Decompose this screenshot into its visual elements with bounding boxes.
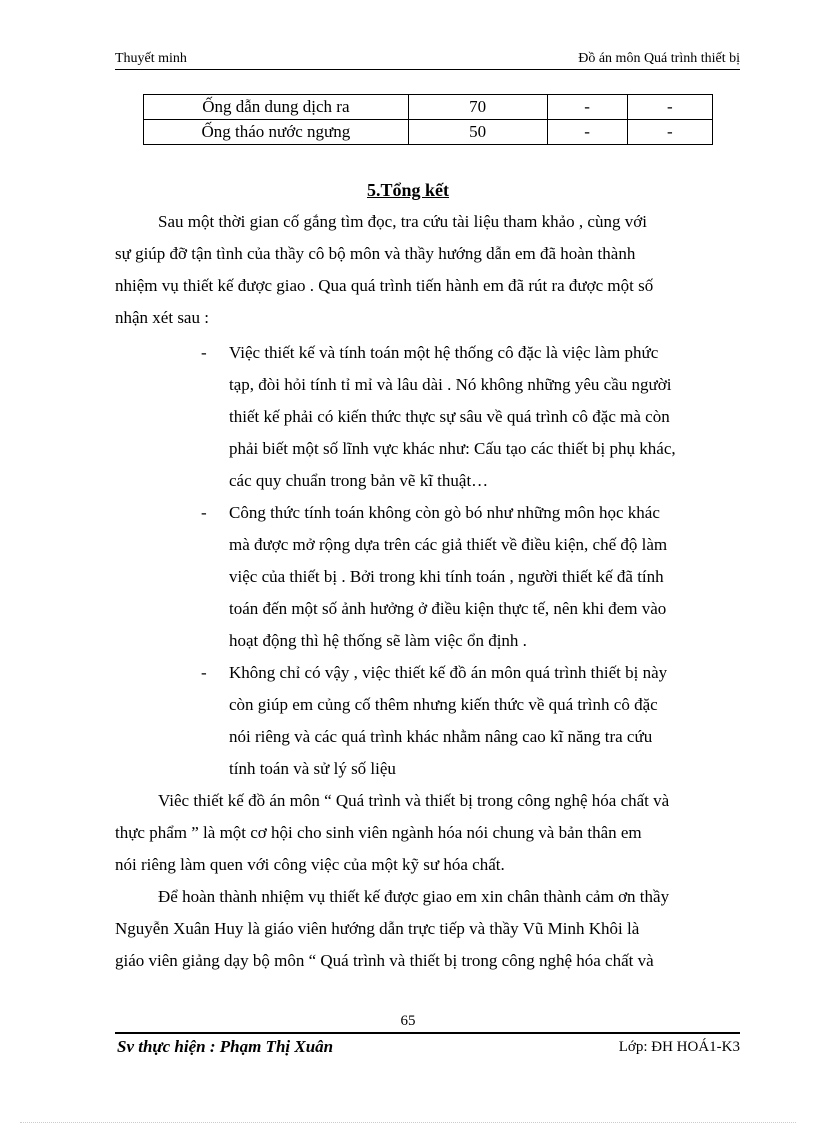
table-row (144, 95, 713, 120)
page-header (115, 49, 740, 70)
pipe-table (143, 94, 713, 145)
bullet-line: tạp, đòi hỏi tính tỉ mỉ và lâu dài . Nó không những yêu cầu người (229, 375, 672, 394)
bullet-line: thiết kế phải có kiến thức thực sự sâu về quá trình cô đặc mà còn (229, 407, 670, 426)
bullet-dash: - (201, 343, 207, 362)
bullet-line: nói riêng và các quá trình khác nhằm nâng cao kĩ năng tra cứu (229, 727, 653, 746)
bullet-line: Công thức tính toán không còn gò bó như những môn học khác (229, 503, 660, 522)
table-cell: Ống dẫn dung dịch ra (144, 95, 409, 120)
paragraph-line: Viêc thiết kế đồ án môn “ Quá trình và thiết bị trong công nghệ hóa chất và (158, 791, 670, 810)
bullet-dash: - (201, 503, 207, 522)
bullet-line: còn giúp em củng cố thêm nhưng kiến thức về quá trình cô đặc (229, 695, 658, 714)
header-left: Thuyết minh (115, 51, 187, 66)
header-right: Đồ án môn Quá trình thiết bị (578, 51, 740, 66)
paragraph-line: Để hoàn thành nhiệm vụ thiết kế được giao em xin chân thành cảm ơn thầy (158, 887, 670, 906)
paragraph-line: nói riêng làm quen với công việc của một kỹ sư hóa chất. (115, 855, 505, 874)
footer-author: Sv thực hiện : Phạm Thị Xuân (117, 1037, 334, 1056)
footer-class: Lớp: ĐH HOÁ1-K3 (618, 1039, 740, 1055)
bullet-line: Việc thiết kế và tính toán một hệ thống cô đặc là việc làm phức (229, 343, 659, 362)
intro-line: nhận xét sau : (115, 308, 209, 327)
paragraph-line: thực phẩm ” là một cơ hội cho sinh viên ngành hóa nói chung và bản thân em (115, 823, 642, 842)
bullet-line: mà được mở rộng dựa trên các giả thiết về điều kiện, chế độ làm (229, 535, 668, 554)
paragraph-line: giáo viên giảng dạy bộ môn “ Quá trình và thiết bị trong công nghệ hóa chất và (115, 951, 654, 970)
table-cell: - (627, 95, 712, 120)
page-number: 65 (400, 1013, 416, 1029)
intro-line: nhiệm vụ thiết kế được giao . Qua quá trình tiến hành em đã rút ra được một số (115, 276, 654, 295)
bullet-line: việc của thiết bị . Bởi trong khi tính toán , người thiết kế đã tính (229, 567, 664, 586)
table-cell: 50 (408, 120, 547, 145)
bullet-line: toán đến một số ảnh hưởng ở điều kiện thực tế, nên khi đem vào (229, 599, 667, 618)
table-row (144, 120, 713, 145)
bullet-line: Không chỉ có vậy , việc thiết kế đồ án môn quá trình thiết bị này (229, 663, 668, 682)
bullet-dash: - (201, 663, 207, 682)
table-cell: - (547, 95, 627, 120)
bullet-line: hoạt động thì hệ thống sẽ làm việc ổn định . (229, 631, 527, 650)
bullet-line: tính toán và sử lý số liệu (229, 759, 396, 778)
bullet-line: các quy chuẩn trong bản vẽ kĩ thuật… (229, 471, 489, 490)
bullet-line: phải biết một số lĩnh vực khác như: Cấu tạo các thiết bị phụ khác, (229, 439, 676, 458)
section-title: 5.Tổng kết (366, 180, 449, 200)
table-cell: - (547, 120, 627, 145)
footer-divider (115, 1032, 740, 1034)
table-cell: Ống tháo nước ngưng (144, 120, 409, 145)
paragraph-line: Nguyễn Xuân Huy là giáo viên hướng dẫn trực tiếp và thầy Vũ Minh Khôi là (115, 919, 640, 938)
table-cell: 70 (408, 95, 547, 120)
table-cell: - (627, 120, 712, 145)
intro-line: sự giúp đỡ tận tình của thầy cô bộ môn và thầy hướng dẫn em đã hoàn thành (115, 244, 636, 263)
intro-line: Sau một thời gian cố gắng tìm đọc, tra cứu tài liệu tham khảo , cùng với (158, 212, 647, 231)
